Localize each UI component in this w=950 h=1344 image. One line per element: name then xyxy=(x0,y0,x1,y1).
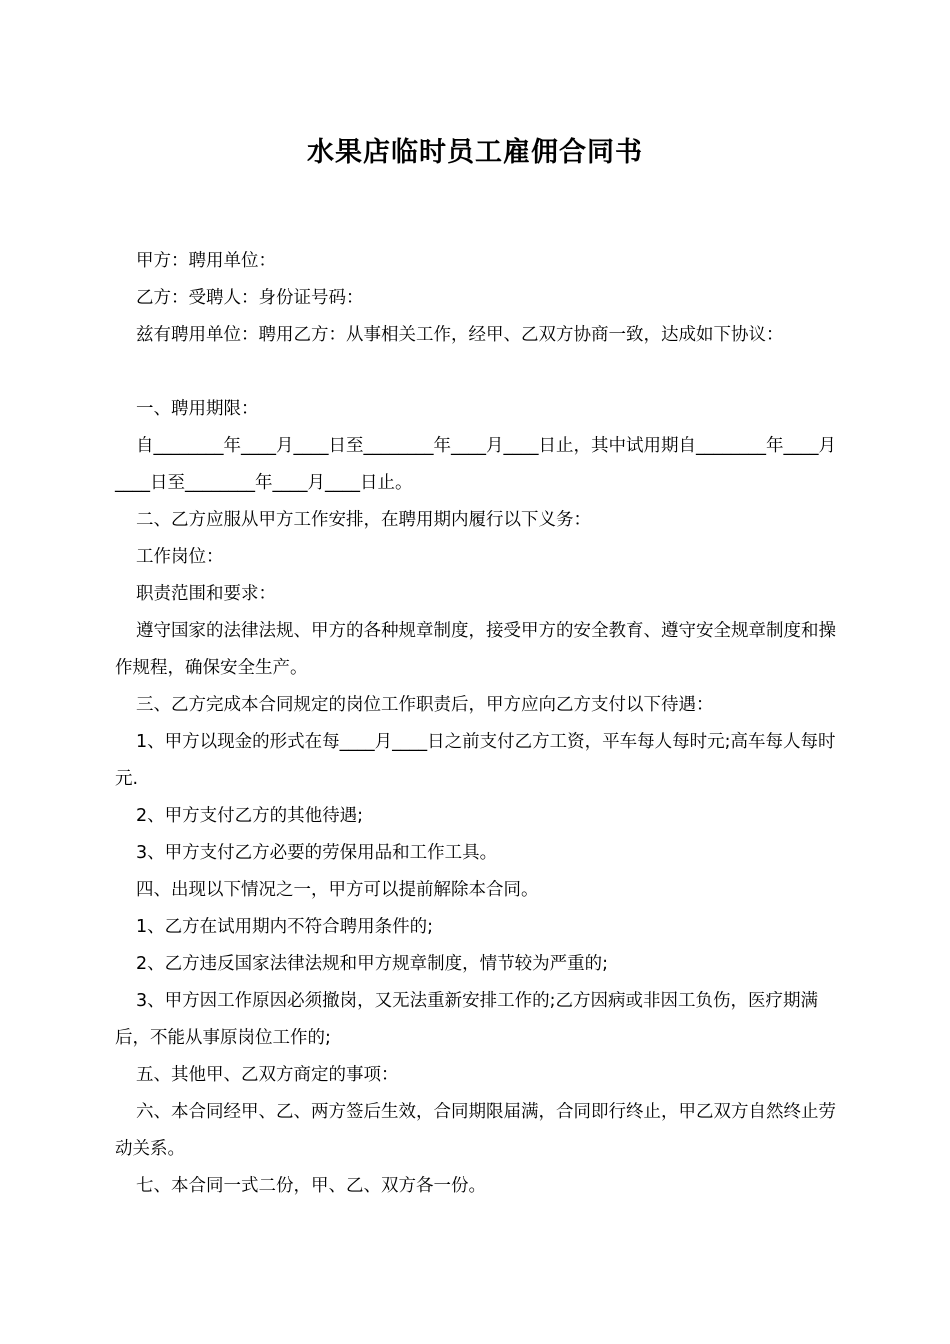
party-b-line: 乙方：受聘人：身份证号码： xyxy=(136,288,364,308)
duties-line: 职责范围和要求： xyxy=(136,584,276,604)
termination-item-1: 1、乙方在试用期内不符合聘用条件的; xyxy=(136,917,434,937)
employment-period-line: 自________年____月____日至________年____月____日止，其中试用期自________年____月____日至________年____月____日止。 xyxy=(115,436,836,493)
payment-item-1: 1、甲方以现金的形式在每____月____日之前支付乙方工资，平车每人每时元;高车每人每时元. xyxy=(115,732,836,789)
section-4-heading: 四、出现以下情况之一，甲方可以提前解除本合同。 xyxy=(136,880,539,900)
section-1-heading: 一、聘用期限： xyxy=(136,399,259,419)
section-5-heading: 五、其他甲、乙双方商定的事项： xyxy=(136,1065,399,1085)
document-body xyxy=(115,243,837,1205)
blank-line xyxy=(115,354,837,391)
party-a-line: 甲方：聘用单位： xyxy=(136,251,276,271)
section-7-paragraph: 七、本合同一式二份，甲、乙、双方各一份。 xyxy=(136,1176,486,1196)
document-title: 水果店临时员工雇佣合同书 xyxy=(307,137,643,168)
payment-item-2: 2、甲方支付乙方的其他待遇; xyxy=(136,806,364,826)
section-3-heading: 三、乙方完成本合同规定的岗位工作职责后，甲方应向乙方支付以下待遇： xyxy=(136,695,714,715)
section-6-paragraph: 六、本合同经甲、乙、两方签后生效，合同期限届满，合同即行终止，甲乙双方自然终止劳动关系。 xyxy=(115,1102,836,1159)
job-position-line: 工作岗位： xyxy=(136,547,224,567)
section-2-heading: 二、乙方应服从甲方工作安排，在聘用期内履行以下义务： xyxy=(136,510,591,530)
obligations-paragraph: 遵守国家的法律法规、甲方的各种规章制度，接受甲方的安全教育、遵守安全规章制度和操作规程，确保安全生产。 xyxy=(115,621,836,678)
agreement-intro: 兹有聘用单位：聘用乙方：从事相关工作，经甲、乙双方协商一致，达成如下协议： xyxy=(136,325,784,345)
termination-item-2: 2、乙方违反国家法律法规和甲方规章制度，情节较为严重的; xyxy=(136,954,609,974)
payment-item-3: 3、甲方支付乙方必要的劳保用品和工作工具。 xyxy=(136,843,498,863)
termination-item-3: 3、甲方因工作原因必须撤岗，又无法重新安排工作的;乙方因病或非因工负伤，医疗期满后，不能从事原岗位工作的; xyxy=(115,991,819,1048)
